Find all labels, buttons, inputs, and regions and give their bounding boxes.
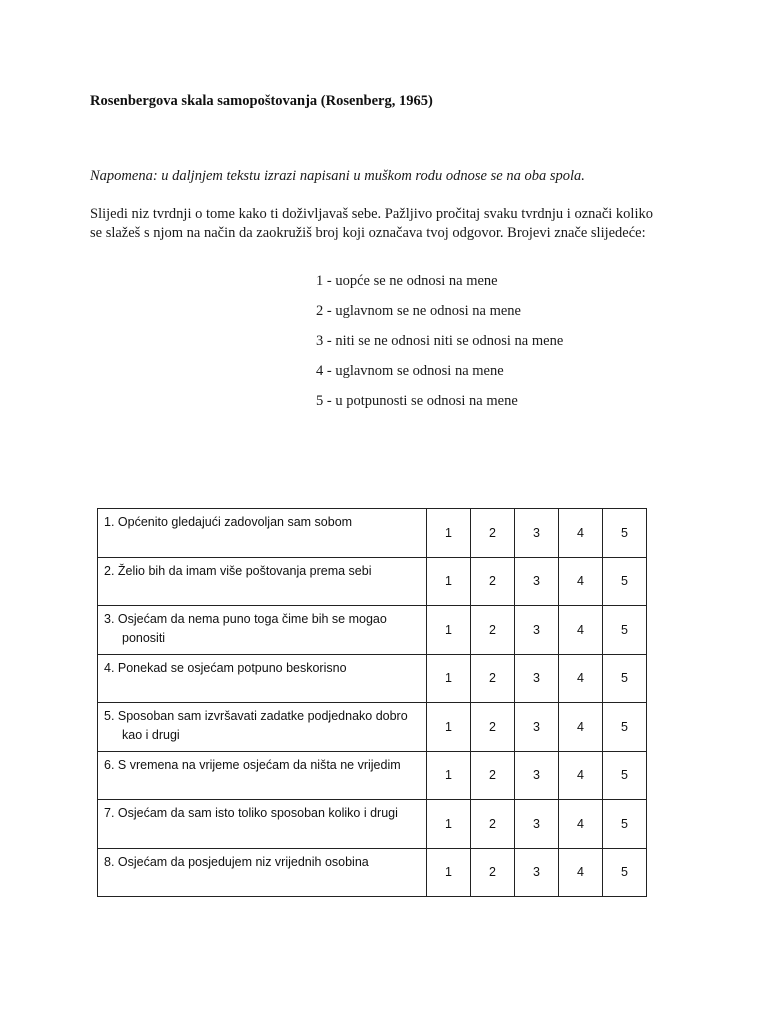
rating-option-2[interactable]: 2 (471, 703, 515, 752)
instructions (90, 205, 690, 243)
rating-option-5[interactable]: 5 (603, 848, 647, 897)
item-statement (98, 606, 427, 655)
table-row (98, 800, 647, 849)
rating-option-3[interactable]: 3 (515, 509, 559, 558)
item-statement (98, 848, 427, 897)
scale-legend-item: 4 - uglavnom se odnosi na mene (316, 363, 504, 379)
rating-option-4[interactable]: 4 (559, 557, 603, 606)
item-statement-line: 6. S vremena na vrijeme osjećam da ništa ne vrijedim (104, 757, 401, 772)
rating-option-3[interactable]: 3 (515, 703, 559, 752)
rating-option-1[interactable]: 1 (427, 751, 471, 800)
scale-legend (316, 272, 563, 422)
rating-option-4[interactable]: 4 (559, 509, 603, 558)
gender-note: Napomena: u daljnjem tekstu izrazi napisani u muškom rodu odnose se na oba spola. (90, 168, 585, 184)
table-row (98, 606, 647, 655)
rating-option-4[interactable]: 4 (559, 800, 603, 849)
rating-option-2[interactable]: 2 (471, 848, 515, 897)
rating-option-4[interactable]: 4 (559, 654, 603, 703)
item-statement (98, 703, 427, 752)
rating-option-3[interactable]: 3 (515, 654, 559, 703)
rating-option-1[interactable]: 1 (427, 800, 471, 849)
rating-option-1[interactable]: 1 (427, 509, 471, 558)
rating-option-5[interactable]: 5 (603, 751, 647, 800)
item-statement-line: 7. Osjećam da sam isto toliko sposoban koliko i drugi (104, 806, 398, 820)
rating-option-5[interactable]: 5 (603, 800, 647, 849)
rating-option-4[interactable]: 4 (559, 751, 603, 800)
items-table (97, 508, 647, 897)
rating-option-2[interactable]: 2 (471, 654, 515, 703)
rating-option-5[interactable]: 5 (603, 654, 647, 703)
rating-option-2[interactable]: 2 (471, 557, 515, 606)
rating-option-1[interactable]: 1 (427, 703, 471, 752)
rating-option-3[interactable]: 3 (515, 848, 559, 897)
rating-option-3[interactable]: 3 (515, 751, 559, 800)
scale-legend-item: 2 - uglavnom se ne odnosi na mene (316, 303, 521, 319)
item-statement-line: 4. Ponekad se osjećam potpuno beskorisno (104, 660, 347, 675)
item-statement (98, 751, 427, 800)
rating-option-4[interactable]: 4 (559, 848, 603, 897)
item-statement (98, 800, 427, 849)
item-statement (98, 557, 427, 606)
rating-option-2[interactable]: 2 (471, 751, 515, 800)
rating-option-5[interactable]: 5 (603, 509, 647, 558)
table-row (98, 654, 647, 703)
scale-legend-item: 3 - niti se ne odnosi niti se odnosi na mene (316, 333, 564, 349)
rating-option-1[interactable]: 1 (427, 848, 471, 897)
rating-option-1[interactable]: 1 (427, 654, 471, 703)
table-row (98, 703, 647, 752)
rating-option-1[interactable]: 1 (427, 606, 471, 655)
rating-option-4[interactable]: 4 (559, 703, 603, 752)
rating-option-5[interactable]: 5 (603, 606, 647, 655)
item-statement-continuation: kao i drugi (122, 728, 180, 742)
rating-option-3[interactable]: 3 (515, 800, 559, 849)
table-row (98, 751, 647, 800)
rating-option-5[interactable]: 5 (603, 703, 647, 752)
item-statement-line: 3. Osjećam da nema puno toga čime bih se mogao (104, 612, 387, 626)
table-row (98, 509, 647, 558)
rating-option-1[interactable]: 1 (427, 557, 471, 606)
item-statement-line: 5. Sposoban sam izvršavati zadatke podjednako dobro (104, 709, 408, 723)
rating-option-5[interactable]: 5 (603, 557, 647, 606)
page-title: Rosenbergova skala samopoštovanja (Rosenberg, 1965) (90, 93, 433, 109)
item-statement-line: 2. Želio bih da imam više poštovanja prema sebi (104, 563, 372, 578)
item-statement (98, 654, 427, 703)
rating-option-2[interactable]: 2 (471, 800, 515, 849)
rating-option-3[interactable]: 3 (515, 557, 559, 606)
instructions-line-2: se slažeš s njom na način da zaokružiš broj koji označava tvoj odgovor. Brojevi znače slijedeće: (90, 225, 646, 241)
item-statement-line: 8. Osjećam da posjedujem niz vrijednih osobina (104, 854, 369, 869)
table-row (98, 848, 647, 897)
table-row (98, 557, 647, 606)
rating-option-3[interactable]: 3 (515, 606, 559, 655)
item-statement-line: 1. Općenito gledajući zadovoljan sam sobom (104, 515, 353, 529)
scale-legend-item: 1 - uopće se ne odnosi na mene (316, 273, 498, 289)
rating-option-2[interactable]: 2 (471, 606, 515, 655)
rating-option-4[interactable]: 4 (559, 606, 603, 655)
item-statement-continuation: ponositi (122, 631, 166, 645)
rating-option-2[interactable]: 2 (471, 509, 515, 558)
item-statement (98, 509, 427, 558)
instructions-line-1: Slijedi niz tvrdnji o tome kako ti doživljavaš sebe. Pažljivo pročitaj svaku tvrdnju i označi koliko (90, 206, 653, 222)
scale-legend-item: 5 - u potpunosti se odnosi na mene (316, 393, 518, 409)
